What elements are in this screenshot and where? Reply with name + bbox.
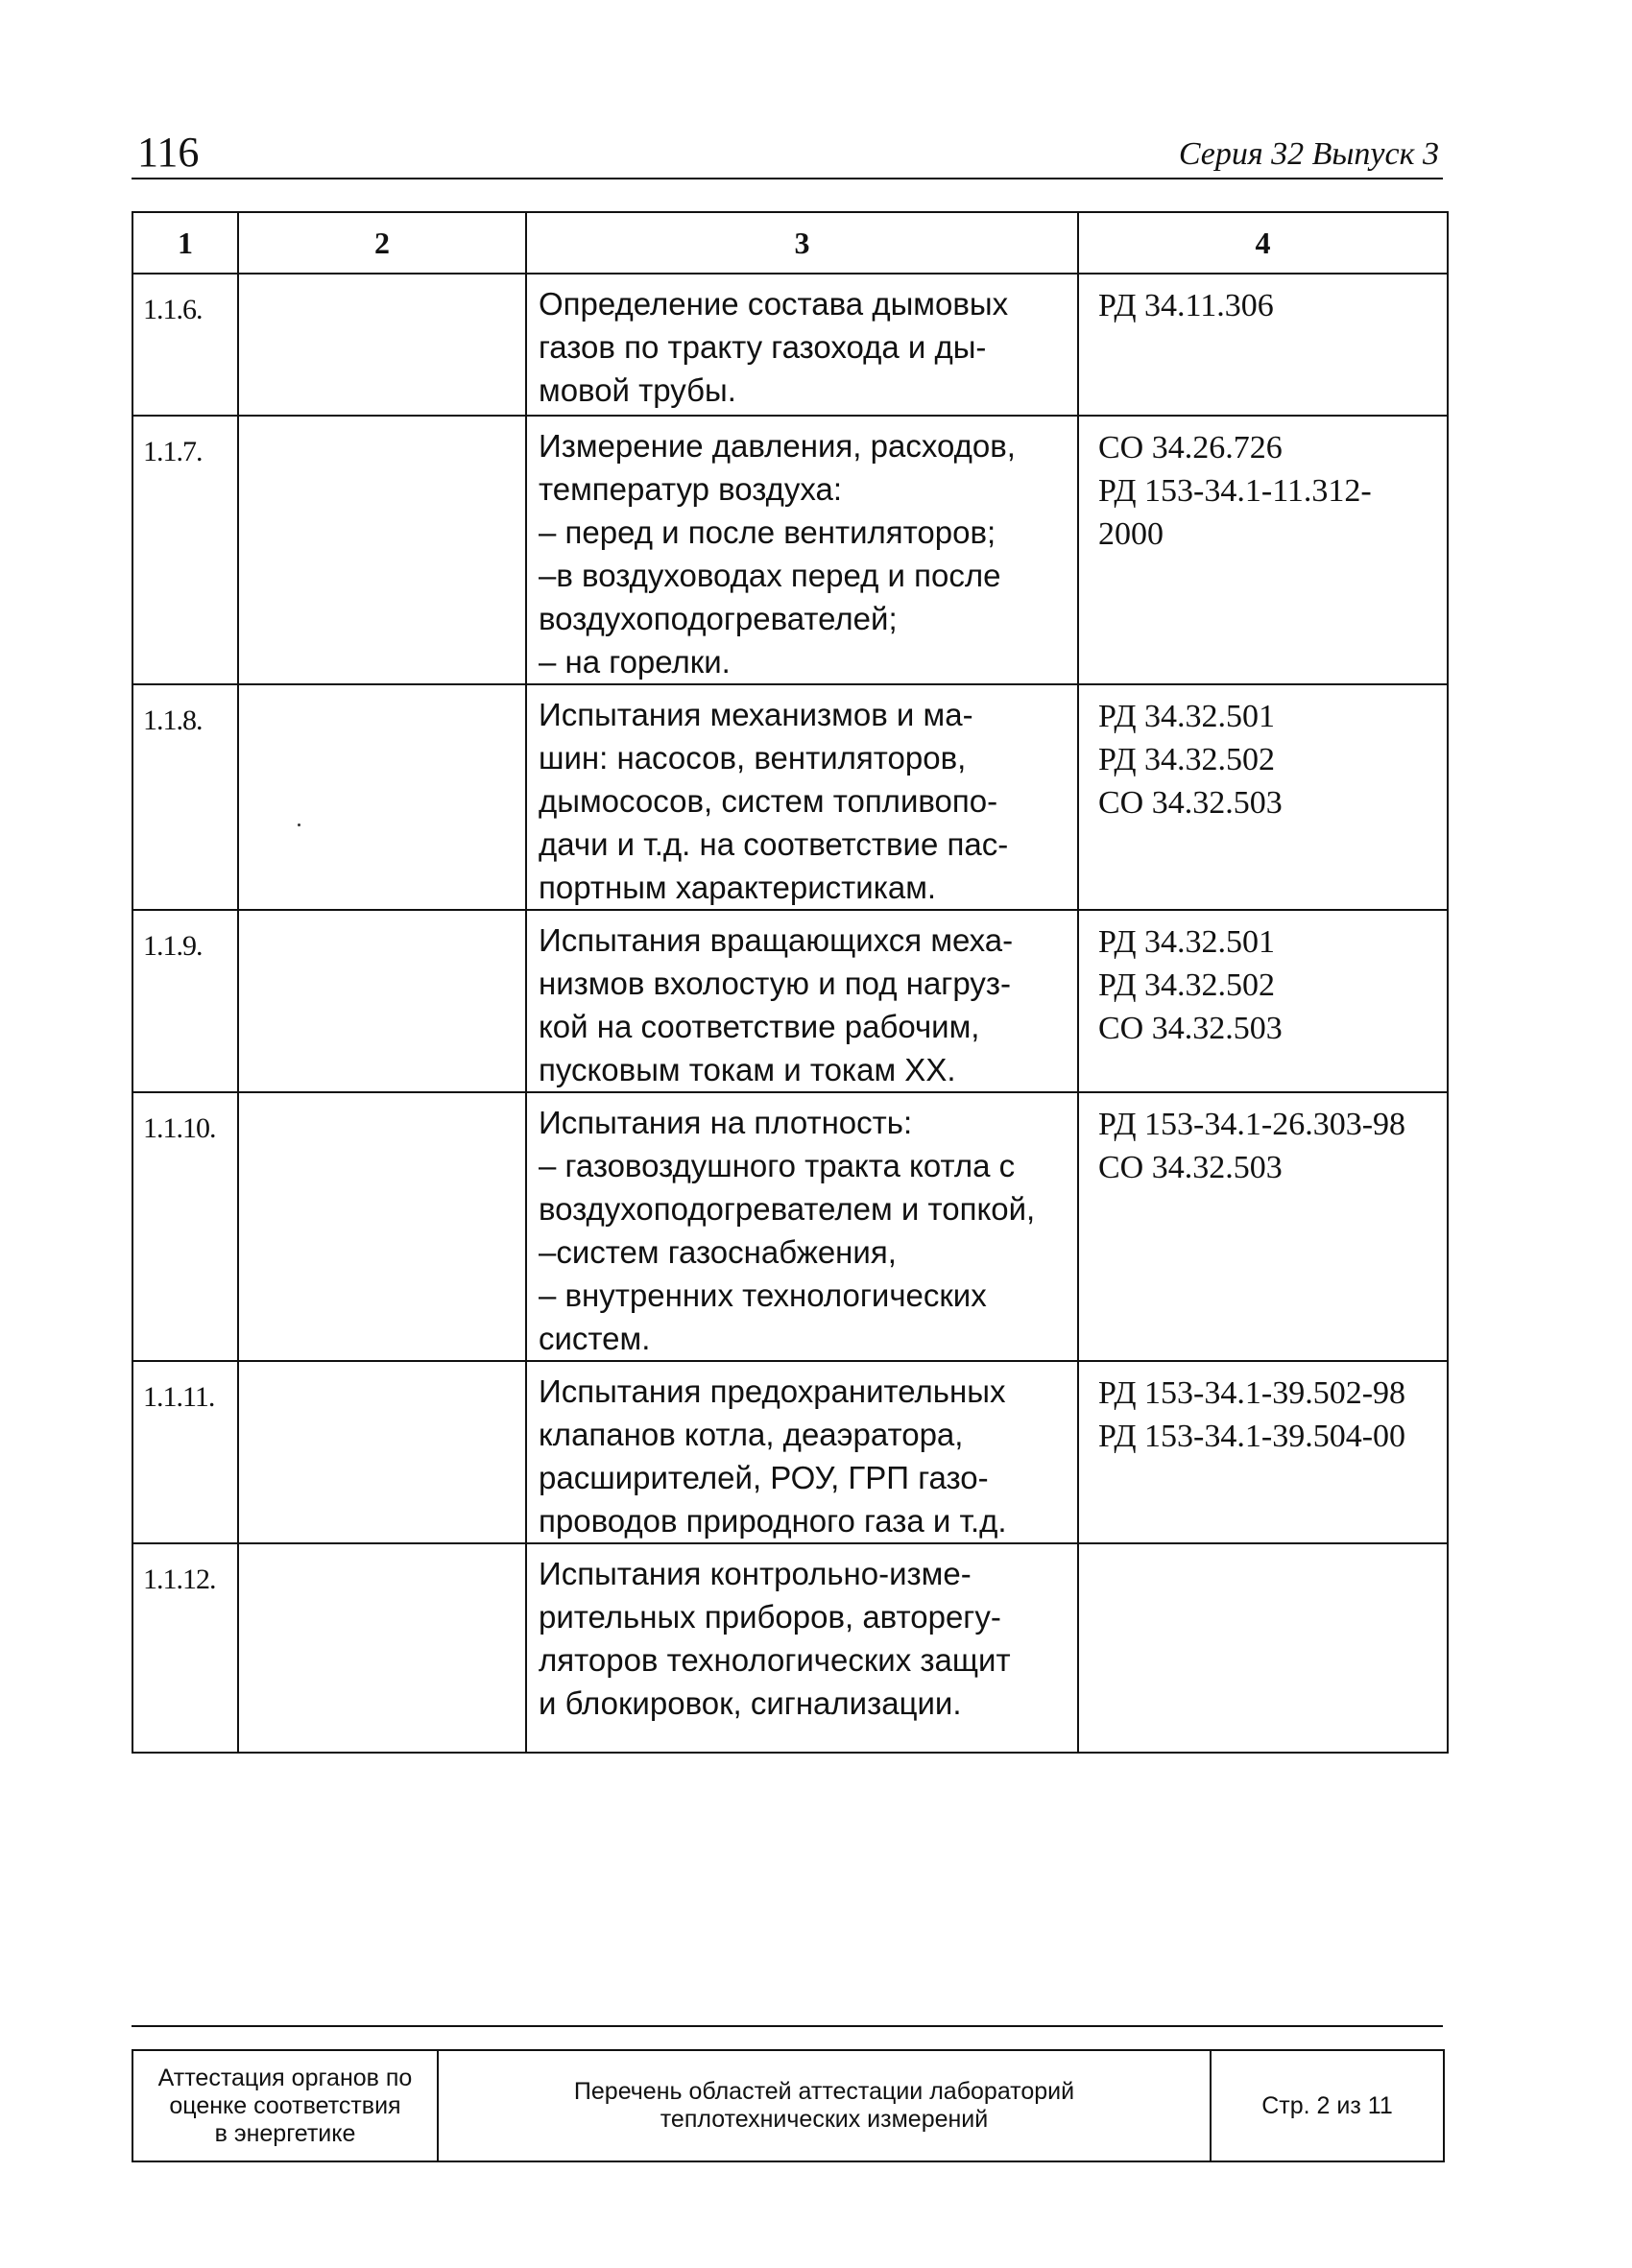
- item-number: 1.1.10.: [132, 1092, 238, 1361]
- item-number: 1.1.6.: [132, 274, 238, 416]
- description-line: кой на соответствие рабочим,: [539, 1009, 980, 1044]
- reference-document: СО 34.32.503: [1098, 1011, 1283, 1046]
- normative-references: [1078, 1092, 1448, 1361]
- series-title: Серия 32 Выпуск 3: [1178, 136, 1439, 172]
- description-line: Измерение давления, расходов,: [539, 428, 1016, 464]
- empty-cell: [238, 1543, 526, 1753]
- footer-organization: [132, 2050, 438, 2161]
- page-number: 116: [137, 129, 200, 176]
- normative-references: [1078, 1361, 1448, 1543]
- description-line: дачи и т.д. на соответствие пас-: [539, 826, 1009, 862]
- work-description: [526, 1543, 1078, 1753]
- page-header: [132, 130, 1443, 179]
- work-description: [526, 416, 1078, 684]
- empty-cell: [238, 1361, 526, 1543]
- empty-cell: [238, 274, 526, 416]
- description-line: проводов природного газа и т.д.: [539, 1503, 1007, 1539]
- description-line: –систем газоснабжения,: [539, 1234, 897, 1270]
- reference-document: РД 153-34.1-11.312-: [1098, 473, 1372, 509]
- description-line: пусковым токам и токам ХХ.: [539, 1052, 956, 1087]
- footer-title-line: Перечень областей аттестации лабораторий: [573, 2078, 1075, 2105]
- description-line: – внутренних технологических: [539, 1277, 987, 1313]
- table-row: [132, 274, 1448, 416]
- normative-references: [1078, 1543, 1448, 1753]
- reference-document: РД 34.32.502: [1098, 742, 1276, 777]
- description-line: систем.: [539, 1321, 651, 1356]
- description-line: ляторов технологических защит: [539, 1642, 1011, 1678]
- description-line: дымососов, систем топливопо-: [539, 783, 998, 819]
- column-header: 4: [1078, 212, 1448, 274]
- reference-document: РД 153-34.1-26.303-98: [1098, 1107, 1406, 1142]
- reference-document: СО 34.26.726: [1098, 430, 1283, 466]
- reference-document: РД 34.32.502: [1098, 967, 1276, 1003]
- description-line: клапанов котла, деаэратора,: [539, 1417, 964, 1452]
- column-header: 1: [132, 212, 238, 274]
- reference-document: РД 153-34.1-39.504-00: [1098, 1419, 1406, 1454]
- table-body: [132, 274, 1448, 1753]
- description-line: рительных приборов, авторегу-: [539, 1599, 1001, 1635]
- work-description: [526, 684, 1078, 910]
- table-row: [132, 910, 1448, 1092]
- item-number: 1.1.7.: [132, 416, 238, 684]
- description-line: – газовоздушного тракта котла с: [539, 1148, 1016, 1183]
- column-header: 3: [526, 212, 1078, 274]
- description-line: воздухоподогревателей;: [539, 601, 898, 636]
- description-line: низмов вхолостую и под нагруз-: [539, 966, 1011, 1001]
- description-line: мовой трубы.: [539, 372, 736, 408]
- description-line: Испытания механизмов и ма-: [539, 697, 973, 732]
- empty-cell: [238, 684, 526, 910]
- reference-document: СО 34.32.503: [1098, 1150, 1283, 1185]
- description-line: Испытания на плотность:: [539, 1105, 913, 1140]
- normative-references: [1078, 416, 1448, 684]
- table-row: [132, 684, 1448, 910]
- work-description: [526, 1361, 1078, 1543]
- description-line: температур воздуха:: [539, 471, 843, 507]
- normative-references: [1078, 274, 1448, 416]
- item-number: 1.1.9.: [132, 910, 238, 1092]
- table-row: [132, 1092, 1448, 1361]
- table-row: [132, 1543, 1448, 1753]
- reference-document: РД 153-34.1-39.502-98: [1098, 1375, 1406, 1411]
- column-header: 2: [238, 212, 526, 274]
- scan-speck: [298, 824, 300, 826]
- footer-page-count: Стр. 2 из 11: [1211, 2050, 1444, 2161]
- description-line: Испытания предохранительных: [539, 1373, 1006, 1409]
- item-number: 1.1.8.: [132, 684, 238, 910]
- description-line: Определение состава дымовых: [539, 286, 1009, 322]
- table-header-row: [132, 212, 1448, 274]
- footer-organization-line: Аттестация органов по: [157, 2064, 413, 2091]
- work-description: [526, 274, 1078, 416]
- description-line: воздухоподогревателем и топкой,: [539, 1191, 1036, 1227]
- description-line: Испытания вращающихся меха-: [539, 922, 1014, 958]
- reference-document: РД 34.11.306: [1098, 288, 1274, 323]
- reference-document: СО 34.32.503: [1098, 785, 1283, 821]
- footer-document-title: [438, 2050, 1211, 2161]
- empty-cell: [238, 1092, 526, 1361]
- description-line: – на горелки.: [539, 644, 731, 680]
- normative-references: [1078, 910, 1448, 1092]
- description-line: шин: насосов, вентиляторов,: [539, 740, 967, 776]
- requirements-table: [132, 211, 1449, 1754]
- footer-organization-line: в энергетике: [214, 2119, 356, 2147]
- table-row: [132, 1361, 1448, 1543]
- description-line: расширителей, РОУ, ГРП газо-: [539, 1460, 989, 1495]
- work-description: [526, 910, 1078, 1092]
- description-line: – перед и после вентиляторов;: [539, 514, 996, 550]
- description-line: Испытания контрольно-изме-: [539, 1556, 972, 1591]
- empty-cell: [238, 910, 526, 1092]
- footer-divider: [132, 2025, 1443, 2027]
- work-description: [526, 1092, 1078, 1361]
- description-line: и блокировок, сигнализации.: [539, 1685, 962, 1721]
- table-row: [132, 416, 1448, 684]
- item-number: 1.1.12.: [132, 1543, 238, 1753]
- reference-document: РД 34.32.501: [1098, 699, 1276, 734]
- description-line: –в воздуховодах перед и после: [539, 558, 1001, 593]
- reference-document: РД 34.32.501: [1098, 924, 1276, 960]
- empty-cell: [238, 416, 526, 684]
- footer-organization-line: оценке соответствия: [169, 2091, 401, 2119]
- footer-table: [132, 2049, 1445, 2162]
- description-line: портным характеристикам.: [539, 870, 937, 905]
- normative-references: [1078, 684, 1448, 910]
- reference-document: 2000: [1098, 516, 1164, 552]
- item-number: 1.1.11.: [132, 1361, 238, 1543]
- footer-title-line: теплотехнических измерений: [660, 2106, 989, 2133]
- description-line: газов по тракту газохода и ды-: [539, 329, 987, 365]
